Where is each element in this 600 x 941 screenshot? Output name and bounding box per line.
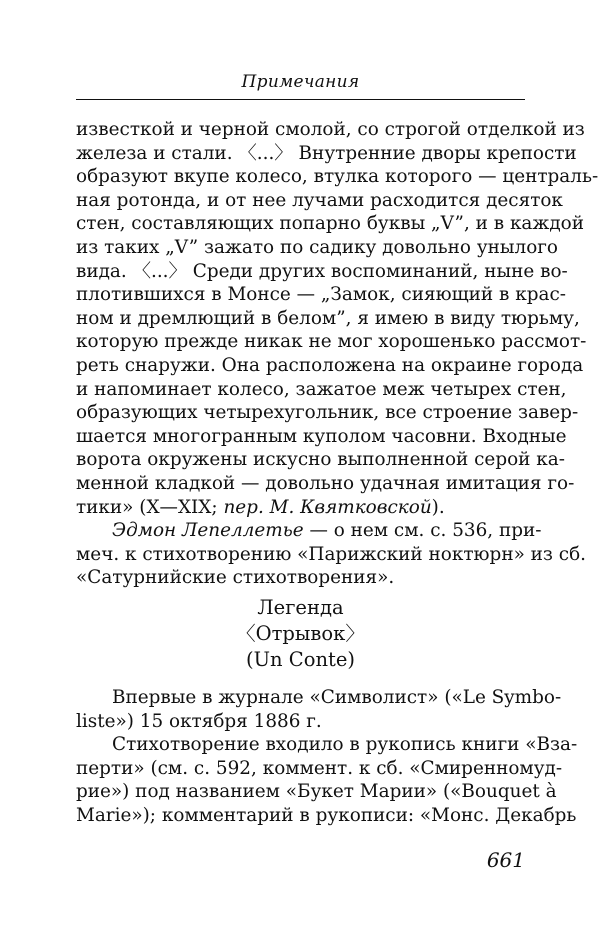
translator-credit: пер. М. Квятковской (223, 496, 432, 518)
text-segment: — о нем см. с. 536, при- (303, 520, 542, 542)
poem-subtitle: 〈Отрывок〉 (236, 622, 365, 645)
text-line: стен, составляющих попарно буквы „V”, и в каждой (76, 213, 584, 235)
text-line: которую прежде никак не мог хорошенько рассмот- (76, 331, 587, 353)
poem-original-title: (Un Conte) (245, 648, 355, 671)
text-line: Стихотворение входило в рукопись книги «Вза- (112, 734, 578, 756)
text-line: плотившихся в Монсе — „Замок, сияющий в крас- (76, 284, 566, 306)
text-segment: тики» (X—XIX; (76, 496, 224, 518)
text-line: перти» (см. с. 592, коммент. к сб. «Смиренномуд- (76, 757, 563, 779)
page-number: 661 (486, 848, 525, 872)
text-line: рие») под названием «Букет Марии» («Bouquet à (76, 781, 557, 803)
notes-body (76, 118, 599, 590)
text-line: образуют вкупе колесо, втулка которого — централь- (76, 166, 599, 188)
publication-paragraph (76, 686, 562, 733)
text-line: из таких „V” зажато по садику довольно унылого (76, 236, 558, 258)
text-line: менной кладкой — довольно удачная имитация го- (76, 472, 575, 494)
text-line: образующих четырехугольник, все строение завер- (76, 402, 579, 424)
commentary-body (76, 686, 578, 828)
poem-heading (76, 595, 525, 673)
text-line: и напоминает колесо, зажатое меж четырех стен, (76, 378, 567, 400)
text-line: меч. к стихотворению «Парижский ноктюрн» из сб. (76, 543, 587, 565)
text-line: Marie»); комментарий в рукописи: «Монс. Декабрь (76, 804, 577, 826)
poem-title: Легенда (257, 596, 344, 619)
person-name: Эдмон Лепеллетье (112, 520, 304, 542)
text-line (76, 519, 542, 543)
text-line: известкой и черной смолой, со строгой отделкой из (76, 119, 585, 140)
text-line: liste») 15 октября 1886 г. (76, 710, 322, 732)
text-line (76, 496, 525, 520)
text-line: реть снаружи. Она расположена на окраине города (76, 354, 584, 376)
text-line: ворота окружены искусно выполненной серой ка- (76, 449, 565, 471)
text-segment: ). (431, 496, 445, 518)
running-header: Примечания (241, 72, 360, 92)
quote-paragraph (76, 118, 599, 519)
text-line: вида. 〈...〉 Среди других воспоминаний, ныне во- (76, 260, 568, 282)
text-line: ная ротонда, и от нее лучами расходится десяток (76, 189, 563, 211)
header-rule (76, 99, 525, 100)
lepelletier-paragraph (76, 519, 587, 590)
manuscript-paragraph (76, 733, 578, 827)
text-line: шается многогранным куполом часовни. Входные (76, 425, 567, 447)
text-line: железа и стали. 〈...〉 Внутренние дворы крепости (76, 142, 577, 164)
text-line: Впервые в журнале «Символист» («Le Symbo- (112, 687, 562, 708)
text-line: «Сатурнийские стихотворения». (76, 567, 395, 589)
text-line: ном и дремлющий в белом”, я имею в виду тюрьму, (76, 307, 580, 329)
